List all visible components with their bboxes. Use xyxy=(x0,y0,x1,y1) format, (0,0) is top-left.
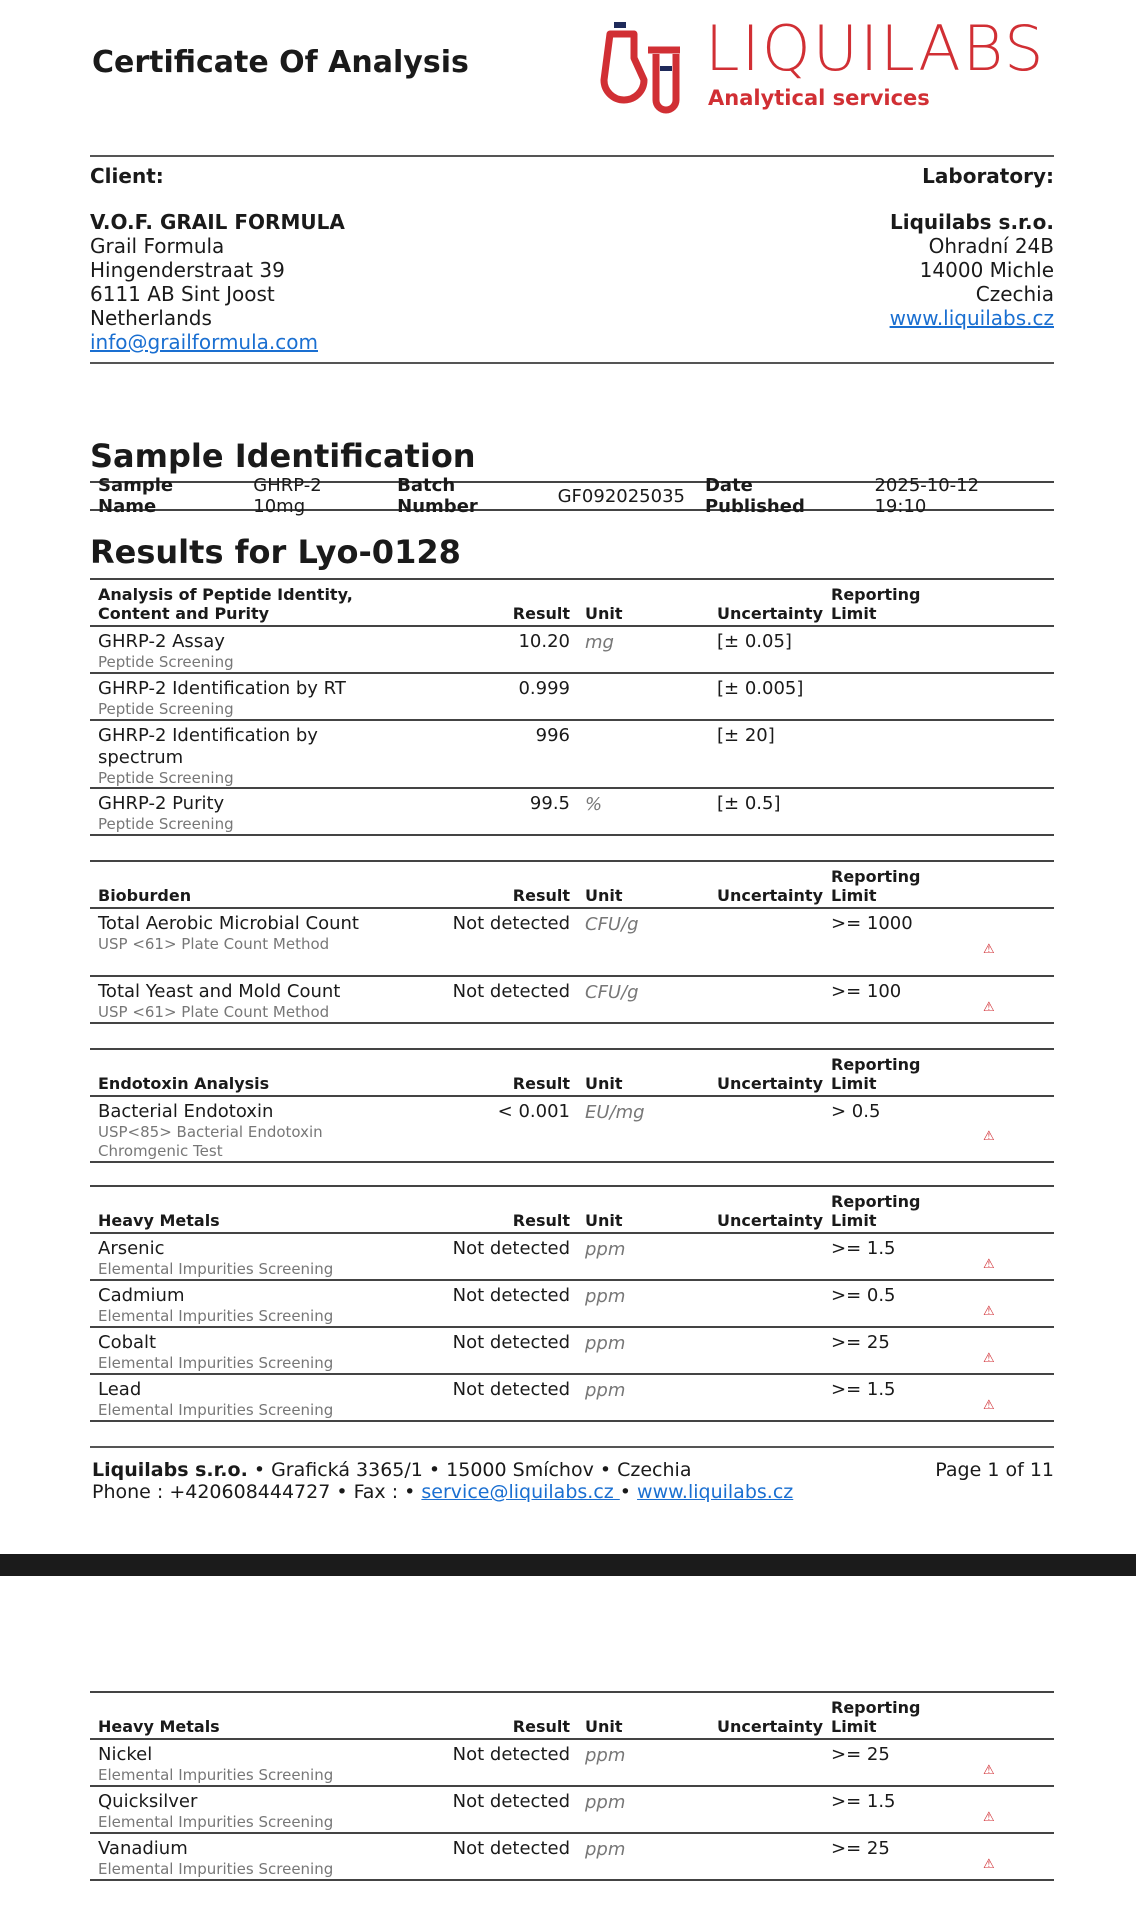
date-published-label: Date Published xyxy=(704,475,805,517)
analyte-name: GHRP-2 Identification by spectrum xyxy=(98,725,318,768)
table-row xyxy=(90,789,1054,836)
unit-value: ppm xyxy=(585,1839,626,1860)
analyte-cell xyxy=(98,981,398,1022)
result-value: Not detected xyxy=(452,913,570,934)
unit-value: ppm xyxy=(585,1792,626,1813)
reporting-limit-value: >= 1.5 xyxy=(831,1791,896,1812)
method-name: USP<85> Bacterial Endotoxin Chromgenic Test xyxy=(98,1123,323,1160)
reporting-limit-value: >= 1000 xyxy=(831,913,913,934)
laboratory-label: Laboratory: xyxy=(922,164,1054,188)
analyte-name: Vanadium xyxy=(98,1838,188,1859)
footer-rule xyxy=(90,1446,1054,1448)
table-header xyxy=(90,1693,1054,1740)
unit-column-header: Unit xyxy=(585,604,623,623)
analyte-name: Cobalt xyxy=(98,1332,157,1353)
table-header xyxy=(90,862,1054,909)
unit-value: ppm xyxy=(585,1239,626,1260)
table-row xyxy=(90,1281,1054,1328)
footer-email-link[interactable]: service@liquilabs.cz xyxy=(421,1481,620,1503)
uncertainty-column-header: Uncertainty xyxy=(717,1717,824,1736)
footer-company: Liquilabs s.r.o. xyxy=(92,1459,248,1481)
client-line: Netherlands xyxy=(90,306,212,330)
sample-name-label: Sample Name xyxy=(98,475,174,517)
peptide-analysis-table xyxy=(90,578,1054,836)
uncertainty-column-header: Uncertainty xyxy=(717,604,824,623)
result-value: 10.20 xyxy=(518,631,570,652)
laboratory-block xyxy=(890,164,1054,330)
method-name: Elemental Impurities Screening xyxy=(98,1766,334,1784)
heavy-metals-table xyxy=(90,1691,1054,1881)
uncertainty-column-header: Uncertainty xyxy=(717,1074,824,1093)
unit-column-header: Unit xyxy=(585,1211,623,1230)
method-name: Elemental Impurities Screening xyxy=(98,1260,334,1278)
table-row xyxy=(90,627,1054,674)
reporting-limit-value: >= 0.5 xyxy=(831,1285,896,1306)
uncertainty-value: [± 0.05] xyxy=(717,631,792,652)
logo-wordmark: LIQUILABS xyxy=(705,12,1046,85)
flask-logo-icon xyxy=(600,20,690,116)
endotoxin-table xyxy=(90,1048,1054,1163)
table-title: Endotoxin Analysis xyxy=(98,1074,270,1093)
page-separator xyxy=(0,1554,1136,1576)
analyte-cell xyxy=(98,725,398,788)
logo-tagline: Analytical services xyxy=(708,86,930,110)
unit-value: ppm xyxy=(585,1333,626,1354)
client-company: V.O.F. GRAIL FORMULA xyxy=(90,210,345,234)
analyte-name: Lead xyxy=(98,1379,142,1400)
sample-name-value: GHRP-2 10mg xyxy=(253,475,322,517)
method-name: Peptide Screening xyxy=(98,700,234,718)
method-name: Elemental Impurities Screening xyxy=(98,1354,334,1372)
result-value: 99.5 xyxy=(529,793,570,814)
reporting-limit-value: >= 1.5 xyxy=(831,1238,896,1259)
result-value: Not detected xyxy=(452,1791,570,1812)
footer-address-line xyxy=(92,1459,793,1481)
analyte-name: Total Yeast and Mold Count xyxy=(98,981,341,1002)
table-row xyxy=(90,1375,1054,1422)
method-name: USP <61> Plate Count Method xyxy=(98,935,330,953)
laboratory-web-link[interactable]: www.liquilabs.cz xyxy=(889,306,1054,330)
analyte-name: Total Aerobic Microbial Count xyxy=(98,913,359,934)
result-value: Not detected xyxy=(452,981,570,1002)
analyte-name: Cadmium xyxy=(98,1285,185,1306)
analyte-cell xyxy=(98,1101,398,1161)
table-row xyxy=(90,909,1054,977)
warning-triangle-icon: ⚠ xyxy=(983,1810,995,1825)
table-row xyxy=(90,1787,1054,1834)
reporting-limit-column-header: Reporting Limit xyxy=(831,1055,921,1093)
result-column-header: Result xyxy=(512,604,570,623)
result-column-header: Result xyxy=(512,1717,570,1736)
analyte-cell xyxy=(98,678,398,719)
table-row xyxy=(90,721,1054,789)
document-title: Certificate Of Analysis xyxy=(92,45,469,80)
warning-triangle-icon: ⚠ xyxy=(983,1857,995,1872)
warning-triangle-icon: ⚠ xyxy=(983,1304,995,1319)
reporting-limit-value: >= 100 xyxy=(831,981,902,1002)
analyte-cell xyxy=(98,1791,398,1832)
table-title: Heavy Metals xyxy=(98,1717,220,1736)
result-value: 996 xyxy=(535,725,570,746)
footer-address: • Grafická 3365/1 • 15000 Smíchov • Czechia xyxy=(247,1459,692,1481)
date-published-value: 2025-10-12 19:10 xyxy=(874,475,980,517)
analyte-cell xyxy=(98,631,398,672)
result-value: Not detected xyxy=(452,1238,570,1259)
table-row xyxy=(90,1834,1054,1881)
table-title: Analysis of Peptide Identity, Content and Purity xyxy=(98,585,353,623)
result-value: Not detected xyxy=(452,1285,570,1306)
unit-value: % xyxy=(585,794,603,815)
client-block xyxy=(90,164,345,354)
table-header xyxy=(90,580,1054,627)
reporting-limit-column-header: Reporting Limit xyxy=(831,585,921,623)
client-label: Client: xyxy=(90,164,164,188)
liquilabs-logo xyxy=(600,12,1050,118)
method-name: Elemental Impurities Screening xyxy=(98,1813,334,1831)
page-2 xyxy=(90,1574,1054,1913)
page-footer xyxy=(92,1459,793,1503)
analyte-name: Bacterial Endotoxin xyxy=(98,1101,274,1122)
analyte-cell xyxy=(98,913,398,954)
page-number: Page 1 of 11 xyxy=(935,1459,1054,1481)
unit-value: mg xyxy=(585,632,614,653)
client-line: Hingenderstraat 39 xyxy=(90,258,285,282)
table-title: Heavy Metals xyxy=(98,1211,220,1230)
table-header xyxy=(90,1187,1054,1234)
table-title: Bioburden xyxy=(98,886,192,905)
analyte-cell xyxy=(98,1744,398,1785)
uncertainty-column-header: Uncertainty xyxy=(717,1211,824,1230)
method-name: Peptide Screening xyxy=(98,815,234,833)
laboratory-company: Liquilabs s.r.o. xyxy=(890,210,1054,234)
reporting-limit-column-header: Reporting Limit xyxy=(831,1698,921,1736)
analyte-name: Nickel xyxy=(98,1744,153,1765)
laboratory-line: Czechia xyxy=(975,282,1054,306)
client-line: 6111 AB Sint Joost xyxy=(90,282,275,306)
table-row xyxy=(90,1097,1054,1163)
results-heading: Results for Lyo-0128 xyxy=(90,533,461,571)
unit-column-header: Unit xyxy=(585,1717,623,1736)
unit-value: ppm xyxy=(585,1745,626,1766)
result-column-header: Result xyxy=(512,886,570,905)
reporting-limit-value: >= 25 xyxy=(831,1744,890,1765)
table-row xyxy=(90,674,1054,721)
unit-value: CFU/g xyxy=(585,914,639,935)
bioburden-table xyxy=(90,860,1054,1024)
warning-triangle-icon: ⚠ xyxy=(983,1257,995,1272)
method-name: USP <61> Plate Count Method xyxy=(98,1003,330,1021)
warning-triangle-icon: ⚠ xyxy=(983,1398,995,1413)
unit-value: EU/mg xyxy=(585,1102,645,1123)
batch-number-value: GF092025035 xyxy=(557,485,685,507)
heavy-metals-table xyxy=(90,1185,1054,1422)
analyte-name: Quicksilver xyxy=(98,1791,198,1812)
method-name: Elemental Impurities Screening xyxy=(98,1860,334,1878)
table-row xyxy=(90,1740,1054,1787)
analyte-name: GHRP-2 Assay xyxy=(98,631,225,652)
analyte-cell xyxy=(98,1332,398,1373)
analyte-cell xyxy=(98,1838,398,1879)
analyte-cell xyxy=(98,1238,398,1279)
laboratory-line: 14000 Michle xyxy=(919,258,1054,282)
page-1 xyxy=(90,0,1054,1558)
analyte-cell xyxy=(98,1379,398,1420)
reporting-limit-value: >= 1.5 xyxy=(831,1379,896,1400)
laboratory-line: Ohradní 24B xyxy=(928,234,1054,258)
uncertainty-value: [± 20] xyxy=(717,725,775,746)
warning-triangle-icon: ⚠ xyxy=(983,1000,995,1015)
unit-value: CFU/g xyxy=(585,982,639,1003)
reporting-limit-value: >= 25 xyxy=(831,1332,890,1353)
method-name: Peptide Screening xyxy=(98,653,234,671)
analyte-name: GHRP-2 Purity xyxy=(98,793,225,814)
analyte-name: Arsenic xyxy=(98,1238,165,1259)
result-value: Not detected xyxy=(452,1744,570,1765)
table-row xyxy=(90,977,1054,1024)
header-rule xyxy=(90,155,1054,157)
reporting-limit-value: > 0.5 xyxy=(831,1101,881,1122)
result-value: Not detected xyxy=(452,1332,570,1353)
reporting-limit-column-header: Reporting Limit xyxy=(831,867,921,905)
unit-column-header: Unit xyxy=(585,886,623,905)
table-row xyxy=(90,1328,1054,1375)
unit-column-header: Unit xyxy=(585,1074,623,1093)
result-value: < 0.001 xyxy=(497,1101,570,1122)
client-email-link[interactable]: info@grailformula.com xyxy=(90,330,318,354)
address-rule xyxy=(90,362,1054,364)
uncertainty-value: [± 0.005] xyxy=(717,678,804,699)
warning-triangle-icon: ⚠ xyxy=(983,1763,995,1778)
table-row xyxy=(90,1234,1054,1281)
method-name: Peptide Screening xyxy=(98,769,234,787)
footer-web-link[interactable]: www.liquilabs.cz xyxy=(637,1481,794,1503)
sample-identification-bar xyxy=(90,475,1054,517)
unit-value: ppm xyxy=(585,1286,626,1307)
method-name: Elemental Impurities Screening xyxy=(98,1401,334,1419)
footer-phone: Phone : +420608444727 • Fax : • xyxy=(92,1481,422,1503)
uncertainty-column-header: Uncertainty xyxy=(717,886,824,905)
result-value: Not detected xyxy=(452,1838,570,1859)
footer-separator: • xyxy=(619,1481,638,1503)
method-name: Elemental Impurities Screening xyxy=(98,1307,334,1325)
reporting-limit-value: >= 25 xyxy=(831,1838,890,1859)
result-value: 0.999 xyxy=(518,678,570,699)
warning-triangle-icon: ⚠ xyxy=(983,1351,995,1366)
warning-triangle-icon: ⚠ xyxy=(983,942,995,957)
unit-value: ppm xyxy=(585,1380,626,1401)
table-header xyxy=(90,1050,1054,1097)
reporting-limit-column-header: Reporting Limit xyxy=(831,1192,921,1230)
analyte-cell xyxy=(98,1285,398,1326)
uncertainty-value: [± 0.5] xyxy=(717,793,781,814)
warning-triangle-icon: ⚠ xyxy=(983,1129,995,1144)
result-column-header: Result xyxy=(512,1211,570,1230)
analyte-name: GHRP-2 Identification by RT xyxy=(98,678,346,699)
client-line: Grail Formula xyxy=(90,234,225,258)
footer-contact-line xyxy=(92,1481,793,1503)
sample-identification-heading: Sample Identification xyxy=(90,437,476,475)
result-column-header: Result xyxy=(512,1074,570,1093)
result-value: Not detected xyxy=(452,1379,570,1400)
analyte-cell xyxy=(98,793,398,834)
batch-number-label: Batch Number xyxy=(397,475,478,517)
